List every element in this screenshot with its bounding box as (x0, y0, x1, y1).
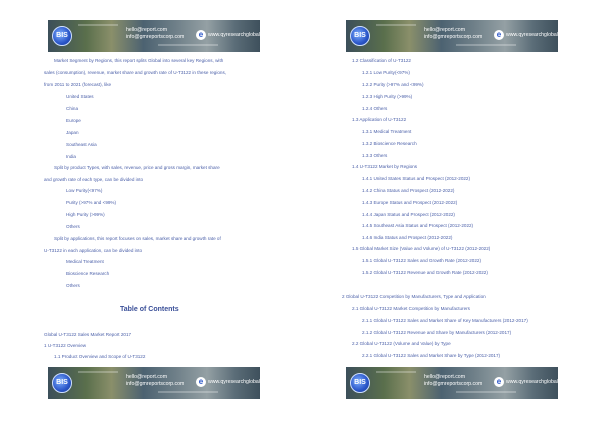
toc-heading: Table of Contents (120, 306, 179, 313)
toc-entry[interactable]: 1.4.5 Southeast Asia Status and Prospect (2012-2022) (362, 223, 474, 228)
toc-entry[interactable]: 2.2.1 Global U-T3122 Sales and Market Share by Type (2012-2017) (362, 353, 501, 358)
toc-entry[interactable]: 2.1 Global U-T3122 Market Competition by Manufacturers (352, 306, 470, 311)
type-item: High Purity (>99%) (66, 212, 105, 217)
footer-banner (346, 367, 570, 399)
header-banner (48, 20, 272, 52)
toc-entry[interactable]: 1.3.3 Others (362, 153, 388, 158)
toc-entry[interactable]: Global U-T3122 Sales Market Report 2017 (44, 332, 132, 337)
type-item: Purity (>97% and <99%) (66, 200, 117, 205)
toc-entry[interactable]: 1.3.2 Bioscience Research (362, 141, 417, 146)
toc-entry[interactable]: 1.1 Product Overview and Scope of U-T3122 (54, 354, 146, 359)
type-item: Low Purity(<97%) (66, 188, 103, 193)
contact-info (126, 374, 184, 388)
toc-entry[interactable]: 2.1.1 Global U-T3122 Sales and Market Share of Key Manufacturers (2012-2017) (362, 318, 528, 323)
toc-entry[interactable]: 1.4.2 China Status and Prospect (2012-2022) (362, 188, 455, 193)
contact-email-secondary: info@gmreportscorp.com (424, 381, 483, 387)
toc-entry[interactable]: 1.2 Classification of U-T3122 (352, 58, 411, 63)
application-line-1: Split by applications, this report focuses on sales, market share and growth rate of (54, 236, 221, 241)
type-item: Others (66, 224, 80, 229)
website-link[interactable]: www.qyresearchglobal.com (208, 379, 272, 385)
company-logo: BIS (350, 26, 370, 46)
toc-entry[interactable]: 1.5 Global Market Size (Value and Volume) of U-T3122 (2012-2022) (352, 246, 491, 251)
company-logo: BIS (52, 26, 72, 46)
region-item: China (66, 106, 79, 111)
website-link[interactable]: www.qyresearchglobal.com (208, 32, 272, 38)
toc-entry[interactable]: 2.1.2 Global U-T3122 Revenue and Share by Manufacturers (2012-2017) (362, 330, 512, 335)
toc-entry[interactable]: 1.4.3 Europe Status and Prospect (2012-2022) (362, 200, 458, 205)
intro-line-3: from 2011 to 2021 (forecast), like (44, 82, 112, 87)
toc-entry[interactable]: 1.4 U-T3122 Market by Regions (352, 164, 418, 169)
application-line-2: U-T3122 in each application, can be divided into (44, 248, 143, 253)
toc-entry[interactable]: 1.5.2 Global U-T3122 Revenue and Growth Rate (2012-2022) (362, 270, 488, 275)
contact-email: hello@report.com (424, 374, 466, 380)
toc-entry[interactable]: 1 U-T3122 Overview (44, 343, 87, 348)
toc-entry[interactable]: 1.5.1 Global U-T3122 Sales and Growth Rate (2012-2022) (362, 258, 481, 263)
toc-entry[interactable]: 1.2.4 Others (362, 106, 388, 111)
intro-line-1: Market Segment by Regions, this report splits Global into several key Regions, with (54, 58, 224, 63)
application-item: Others (66, 283, 80, 288)
toc-entry[interactable]: 1.4.6 India Status and Prospect (2012-2022) (362, 235, 453, 240)
region-item: India (66, 154, 76, 159)
toc-entry[interactable]: 1.4.4 Japan Status and Prospect (2012-2022) (362, 212, 455, 217)
web-icon: e (494, 377, 504, 387)
contact-email: hello@report.com (126, 374, 168, 380)
footer-banner (48, 367, 272, 399)
type-line-1: Split by product Types, with sales, revenue, price and gross margin, market share (54, 165, 220, 170)
company-logo: BIS (52, 373, 72, 393)
contact-email-secondary: info@gmreportscorp.com (126, 381, 185, 387)
website-link[interactable]: www.qyresearchglobal.com (506, 32, 570, 38)
toc-entry[interactable]: 1.3.1 Medical Treatment (362, 129, 412, 134)
website-link[interactable]: www.qyresearchglobal.com (506, 379, 570, 385)
contact-email: hello@report.com (126, 27, 168, 33)
toc-entry[interactable]: 1.2.3 High Purity (>99%) (362, 94, 413, 99)
web-icon: e (196, 377, 206, 387)
contact-email-secondary: info@gmreportscorp.com (424, 34, 483, 40)
region-item: Japan (66, 130, 79, 135)
toc-entry[interactable]: 2 Global U-T3122 Competition by Manufacturers, Type and Application (342, 294, 486, 299)
intro-line-2: sales (consumption), revenue, market share and growth rate of U-T3122 in these regions, (44, 70, 227, 75)
contact-info (424, 374, 482, 388)
toc-entry[interactable]: 2.2 Global U-T3122 (Volume and Value) by Type (352, 341, 451, 346)
company-logo: BIS (350, 373, 370, 393)
toc-entry[interactable]: 1.2.2 Purity (>97% and <99%) (362, 82, 424, 87)
contact-email-secondary: info@gmreportscorp.com (126, 34, 185, 40)
contact-email: hello@report.com (424, 27, 466, 33)
region-item: Southeast Asia (66, 142, 97, 147)
region-item: United States (66, 94, 94, 99)
web-icon: e (196, 30, 206, 40)
document-page-right (304, 0, 594, 424)
toc-entry[interactable]: 1.4.1 United States Status and Prospect (2012-2022) (362, 176, 471, 181)
contact-info (424, 27, 482, 41)
application-item: Medical Treatment (66, 259, 104, 264)
contact-info (126, 27, 184, 41)
document-page-left (6, 0, 296, 424)
toc-entry[interactable]: 1.3 Application of U-T3122 (352, 117, 407, 122)
web-icon: e (494, 30, 504, 40)
type-line-2: and growth rate of each type, can be divided into (44, 177, 144, 182)
toc-entry[interactable]: 1.2.1 Low Purity(<97%) (362, 70, 410, 75)
application-item: Bioscience Research (66, 271, 110, 276)
header-banner (346, 20, 570, 52)
region-item: Europe (66, 118, 81, 123)
